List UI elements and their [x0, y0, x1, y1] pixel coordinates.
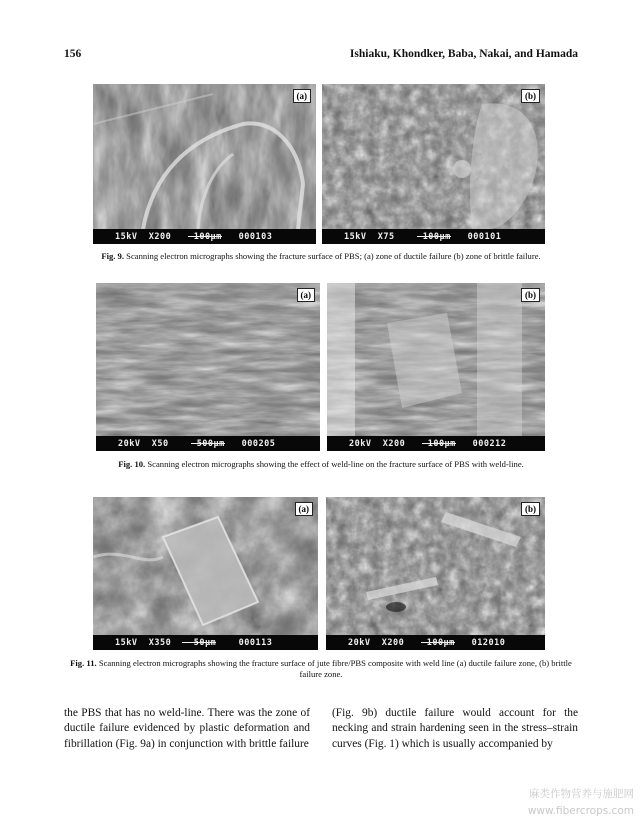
- scale-bar-label: 50µm: [193, 637, 217, 648]
- scale-bar-label: 100µm: [427, 438, 456, 449]
- panel-label: (a): [295, 502, 314, 516]
- magnification: X200: [381, 637, 405, 648]
- page-number: 156: [64, 48, 82, 60]
- magnification: X75: [377, 231, 395, 242]
- micrograph-databar: [322, 229, 545, 244]
- micrograph-databar: [93, 229, 316, 244]
- caption-label: Fig. 9.: [101, 251, 125, 261]
- caption-label: Fig. 10.: [118, 459, 146, 469]
- scale-bar: [421, 642, 455, 643]
- figure-caption-fig9: [64, 251, 578, 262]
- scale-bar-label: 500µm: [196, 438, 225, 449]
- micrograph-fig9a: [93, 84, 316, 244]
- magnification: X200: [382, 438, 406, 449]
- figure-caption-fig11: [64, 658, 578, 680]
- scale-bar: [188, 236, 222, 237]
- caption-text: Scanning electron micrographs showing the effect of weld-line on the fracture surface of PBS with weld-line.: [147, 459, 524, 469]
- caption-label: Fig. 11.: [70, 658, 97, 668]
- watermark-line2: www.fibercrops.com: [527, 805, 634, 817]
- image-code: 000113: [238, 637, 273, 648]
- panel-label: (a): [293, 89, 312, 103]
- panel-label: (b): [521, 288, 540, 302]
- micrograph-fig10a: [96, 283, 320, 451]
- micrograph-databar: [327, 436, 545, 451]
- scale-bar-label: 100µm: [426, 637, 455, 648]
- caption-text: Scanning electron micrographs showing the fracture surface of jute fibre/PBS composite with weld line (a) ductile failure zone, (b) brittle failure zone.: [98, 658, 572, 679]
- running-head: Ishiaku, Khondker, Baba, Nakai, and Hamada: [349, 48, 578, 60]
- voltage: 15kV: [115, 637, 138, 648]
- body-text-left-column: the PBS that has no weld-line. There was the zone of ductile failure evidenced by plastic deformation and fibrillation (Fig. 9a) in conjunction with brittle failure: [64, 707, 310, 750]
- micrograph-fig11b: [326, 497, 545, 650]
- scale-bar: [182, 642, 216, 643]
- image-code: 000205: [241, 438, 276, 449]
- voltage: 20kV: [118, 438, 141, 449]
- figure-caption-fig10: [64, 459, 578, 470]
- watermark-line1: 麻类作物营养与施肥网: [529, 788, 634, 800]
- magnification: X350: [148, 637, 172, 648]
- voltage: 20kV: [348, 637, 371, 648]
- panel-label: (a): [297, 288, 316, 302]
- body-text-right-column: (Fig. 9b) ductile failure would account for the necking and strain hardening seen in the stress–strain curves (Fig. 1) which is usually accompanied by: [332, 707, 578, 750]
- image-code: 012010: [471, 637, 506, 648]
- panel-label: (b): [521, 502, 540, 516]
- magnification: X50: [151, 438, 169, 449]
- scale-bar: [417, 236, 451, 237]
- micrograph-databar: [96, 436, 320, 451]
- image-code: 000212: [472, 438, 507, 449]
- micrograph-databar: [326, 635, 545, 650]
- micrograph-fig11a: [93, 497, 318, 650]
- image-code: 000101: [467, 231, 502, 242]
- voltage: 20kV: [349, 438, 372, 449]
- panel-label: (b): [521, 89, 540, 103]
- micrograph-fig10b: [327, 283, 545, 451]
- scale-bar-label: 100µm: [422, 231, 451, 242]
- micrograph-databar: [93, 635, 318, 650]
- scale-bar: [191, 443, 225, 444]
- scale-bar-label: 100µm: [193, 231, 222, 242]
- magnification: X200: [148, 231, 172, 242]
- caption-text: Scanning electron micrographs showing the fracture surface of PBS; (a) zone of ductile failure (b) zone of brittle failure.: [126, 251, 541, 261]
- scale-bar: [422, 443, 456, 444]
- voltage: 15kV: [115, 231, 138, 242]
- image-code: 000103: [238, 231, 273, 242]
- watermark: [528, 786, 634, 820]
- micrograph-fig9b: [322, 84, 545, 244]
- voltage: 15kV: [344, 231, 367, 242]
